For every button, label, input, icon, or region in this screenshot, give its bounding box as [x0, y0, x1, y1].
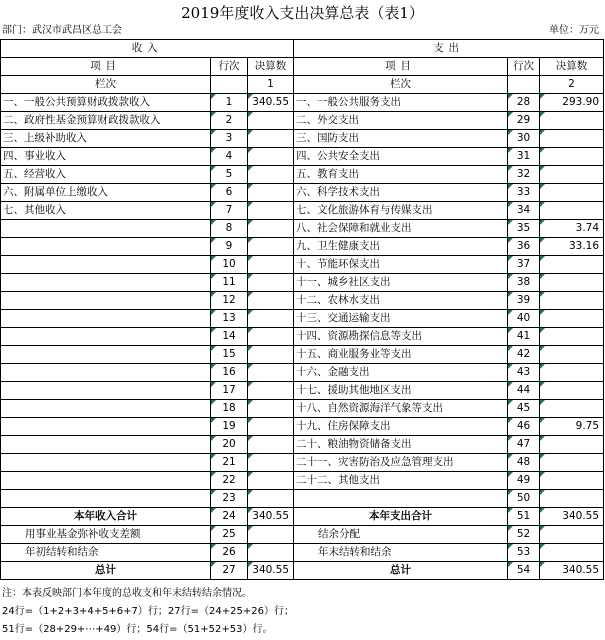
expenditure-item-name: 十、节能环保支出	[294, 256, 508, 274]
expenditure-item-name: 五、教育支出	[294, 166, 508, 184]
income-line-number: 4	[211, 148, 248, 166]
expenditure-item-name: 十四、资源勘探信息等支出	[294, 328, 508, 346]
expenditure-item-name: 二十一、灾害防治及应急管理支出	[294, 454, 508, 472]
income-amount	[248, 220, 294, 238]
page-title: 2019年度收入支出决算总表（表1）	[181, 4, 424, 22]
expenditure-amount	[540, 382, 604, 400]
table-row	[1, 274, 604, 292]
expenditure-line-number: 54	[508, 562, 540, 580]
expenditure-amount	[540, 310, 604, 328]
expenditure-column-line-blank	[508, 76, 540, 94]
expenditure-item-name: 总计	[294, 562, 508, 580]
expenditure-item-name: 十八、自然资源海洋气象等支出	[294, 400, 508, 418]
expenditure-column-number: 2	[540, 76, 604, 94]
expenditure-line-number: 28	[508, 94, 540, 112]
income-amount	[248, 202, 294, 220]
table-row	[1, 292, 604, 310]
expenditure-amount: 9.75	[540, 418, 604, 436]
table-row	[1, 418, 604, 436]
expenditure-item-name: 四、公共安全支出	[294, 148, 508, 166]
expenditure-item-name: 十五、商业服务业等支出	[294, 346, 508, 364]
note-line: 注：本表反映部门本年度的总收支和年末结转结余情况。	[2, 588, 252, 599]
expenditure-amount	[540, 184, 604, 202]
income-amount	[248, 382, 294, 400]
income-line-number: 15	[211, 346, 248, 364]
table-row	[1, 310, 604, 328]
income-item-name: 本年收入合计	[1, 508, 211, 526]
expenditure-item-name: 结余分配	[294, 526, 508, 544]
expenditure-item-name: 十七、援助其他地区支出	[294, 382, 508, 400]
table-row	[1, 202, 604, 220]
expenditure-amount	[540, 328, 604, 346]
expenditure-item-name: 七、文化旅游体育与传媒支出	[294, 202, 508, 220]
expenditure-amount	[540, 364, 604, 382]
income-line-number: 6	[211, 184, 248, 202]
expenditure-amount	[540, 274, 604, 292]
income-amount	[248, 328, 294, 346]
expenditure-item-name: 三、国防支出	[294, 130, 508, 148]
expenditure-amount	[540, 472, 604, 490]
expenditure-amount	[540, 112, 604, 130]
expenditure-amount	[540, 256, 604, 274]
income-item-name	[1, 472, 211, 490]
expenditure-item-name: 十二、农林水支出	[294, 292, 508, 310]
expenditure-amount	[540, 148, 604, 166]
income-line-number: 19	[211, 418, 248, 436]
income-line-number: 12	[211, 292, 248, 310]
income-line-number: 2	[211, 112, 248, 130]
income-item-name	[1, 328, 211, 346]
income-line-number: 20	[211, 436, 248, 454]
table-row	[1, 220, 604, 238]
expenditure-item-name: 二十、粮油物资储备支出	[294, 436, 508, 454]
income-expenditure-table	[0, 39, 604, 580]
expenditure-line-number: 52	[508, 526, 540, 544]
expenditure-item-name: 本年支出合计	[294, 508, 508, 526]
expenditure-item-name: 一、一般公共服务支出	[294, 94, 508, 112]
expenditure-amount	[540, 490, 604, 508]
expenditure-line-number: 40	[508, 310, 540, 328]
income-amount	[248, 436, 294, 454]
expenditure-amount	[540, 436, 604, 454]
income-item-name	[1, 220, 211, 238]
table-row	[1, 112, 604, 130]
expenditure-line-number: 50	[508, 490, 540, 508]
expenditure-line-number: 39	[508, 292, 540, 310]
expenditure-line-number: 36	[508, 238, 540, 256]
expenditure-amount: 340.55	[540, 508, 604, 526]
income-line-number: 24	[211, 508, 248, 526]
income-line-number: 8	[211, 220, 248, 238]
expenditure-amount	[540, 166, 604, 184]
expenditure-line-number: 44	[508, 382, 540, 400]
expenditure-line-number: 31	[508, 148, 540, 166]
income-item-name	[1, 400, 211, 418]
table-row	[1, 436, 604, 454]
expenditure-amount: 340.55	[540, 562, 604, 580]
expenditure-line-number: 33	[508, 184, 540, 202]
expenditure-line-number: 35	[508, 220, 540, 238]
table-row	[1, 184, 604, 202]
table-row	[1, 328, 604, 346]
income-amount	[248, 292, 294, 310]
income-line-number: 13	[211, 310, 248, 328]
income-amount	[248, 184, 294, 202]
department-label: 部门：武汉市武昌区总工会	[2, 25, 122, 36]
expenditure-amount	[540, 346, 604, 364]
table-row	[1, 544, 604, 562]
expenditure-line-number: 46	[508, 418, 540, 436]
table-row	[1, 94, 604, 112]
income-line-number: 14	[211, 328, 248, 346]
income-line-number: 3	[211, 130, 248, 148]
table-row	[1, 472, 604, 490]
expenditure-amount	[540, 400, 604, 418]
expenditure-line-header: 行次	[508, 58, 540, 76]
expenditure-amount	[540, 130, 604, 148]
expenditure-amount	[540, 454, 604, 472]
income-column-line-blank	[211, 76, 248, 94]
table-row	[1, 256, 604, 274]
income-line-number: 16	[211, 364, 248, 382]
expenditure-item-name: 十六、金融支出	[294, 364, 508, 382]
expenditure-item-header: 项目	[294, 58, 508, 76]
income-amount	[248, 256, 294, 274]
expenditure-line-number: 41	[508, 328, 540, 346]
income-amount	[248, 148, 294, 166]
income-item-name	[1, 256, 211, 274]
income-item-name	[1, 292, 211, 310]
income-amount	[248, 364, 294, 382]
income-line-number: 25	[211, 526, 248, 544]
expenditure-line-number: 49	[508, 472, 540, 490]
income-item-name: 五、经营收入	[1, 166, 211, 184]
income-amount	[248, 526, 294, 544]
total-row	[1, 562, 604, 580]
income-line-number: 17	[211, 382, 248, 400]
expenditure-amount-header: 决算数	[540, 58, 604, 76]
income-amount	[248, 418, 294, 436]
income-amount	[248, 112, 294, 130]
column-number-row	[1, 76, 604, 94]
income-item-name: 六、附属单位上缴收入	[1, 184, 211, 202]
table-row	[1, 364, 604, 382]
income-amount	[248, 274, 294, 292]
table-row	[1, 526, 604, 544]
expenditure-line-number: 34	[508, 202, 540, 220]
table-row	[1, 238, 604, 256]
income-line-number: 10	[211, 256, 248, 274]
expenditure-item-name: 年末结转和结余	[294, 544, 508, 562]
expenditure-line-number: 30	[508, 130, 540, 148]
expenditure-amount	[540, 544, 604, 562]
expenditure-amount: 293.90	[540, 94, 604, 112]
income-amount	[248, 400, 294, 418]
income-item-name: 年初结转和结余	[1, 544, 211, 562]
notes-block	[2, 585, 294, 639]
income-item-name	[1, 274, 211, 292]
expenditure-line-number: 48	[508, 454, 540, 472]
column-header-row	[1, 58, 604, 76]
expenditure-amount	[540, 292, 604, 310]
expenditure-item-name: 十九、住房保障支出	[294, 418, 508, 436]
income-amount: 340.55	[248, 508, 294, 526]
expenditure-amount	[540, 526, 604, 544]
income-column-label: 栏次	[1, 76, 211, 94]
income-item-name	[1, 364, 211, 382]
income-amount	[248, 310, 294, 328]
section-header-row	[1, 40, 604, 58]
income-item-name	[1, 490, 211, 508]
table-row	[1, 130, 604, 148]
income-item-name	[1, 238, 211, 256]
income-amount	[248, 238, 294, 256]
table-row	[1, 166, 604, 184]
expenditure-item-name: 二十二、其他支出	[294, 472, 508, 490]
income-item-name	[1, 310, 211, 328]
income-item-name: 三、上级补助收入	[1, 130, 211, 148]
expenditure-line-number: 53	[508, 544, 540, 562]
income-item-name	[1, 382, 211, 400]
expenditure-column-label: 栏次	[294, 76, 508, 94]
expenditure-amount	[540, 202, 604, 220]
income-item-name	[1, 346, 211, 364]
income-amount-header: 决算数	[248, 58, 294, 76]
income-item-name	[1, 418, 211, 436]
income-line-number: 21	[211, 454, 248, 472]
table-row	[1, 382, 604, 400]
expenditure-line-number: 43	[508, 364, 540, 382]
income-item-header: 项目	[1, 58, 211, 76]
income-line-number: 23	[211, 490, 248, 508]
income-amount	[248, 166, 294, 184]
expenditure-item-name: 十三、交通运输支出	[294, 310, 508, 328]
note-line: 24行=（1+2+3+4+5+6+7）行；27行=（24+25+26）行；	[2, 606, 294, 617]
expenditure-item-name: 九、卫生健康支出	[294, 238, 508, 256]
income-line-number: 11	[211, 274, 248, 292]
note-line: 51行=（28+29+⋯+49）行；54行=（51+52+53）行。	[2, 624, 273, 635]
expenditure-line-number: 45	[508, 400, 540, 418]
table-row	[1, 400, 604, 418]
income-amount	[248, 472, 294, 490]
expenditure-item-name	[294, 490, 508, 508]
income-amount	[248, 490, 294, 508]
table-row	[1, 490, 604, 508]
income-item-name: 用事业基金弥补收支差额	[1, 526, 211, 544]
income-amount: 340.55	[248, 94, 294, 112]
expenditure-line-number: 37	[508, 256, 540, 274]
expenditure-amount: 3.74	[540, 220, 604, 238]
expenditure-line-number: 42	[508, 346, 540, 364]
expenditure-item-name: 八、社会保障和就业支出	[294, 220, 508, 238]
income-item-name	[1, 454, 211, 472]
table-row	[1, 454, 604, 472]
income-item-name: 二、政府性基金预算财政拨款收入	[1, 112, 211, 130]
income-item-name: 七、其他收入	[1, 202, 211, 220]
income-line-number: 5	[211, 166, 248, 184]
income-amount	[248, 454, 294, 472]
expenditure-item-name: 二、外交支出	[294, 112, 508, 130]
income-line-number: 1	[211, 94, 248, 112]
income-line-header: 行次	[211, 58, 248, 76]
expenditure-item-name: 六、科学技术支出	[294, 184, 508, 202]
income-item-name: 总计	[1, 562, 211, 580]
income-amount	[248, 544, 294, 562]
income-amount	[248, 346, 294, 364]
income-line-number: 27	[211, 562, 248, 580]
expenditure-line-number: 47	[508, 436, 540, 454]
table-row	[1, 148, 604, 166]
income-line-number: 9	[211, 238, 248, 256]
income-item-name	[1, 436, 211, 454]
expenditure-line-number: 51	[508, 508, 540, 526]
table-row	[1, 346, 604, 364]
expenditure-line-number: 38	[508, 274, 540, 292]
income-line-number: 26	[211, 544, 248, 562]
expenditure-section-header: 支出	[294, 40, 604, 58]
income-column-number: 1	[248, 76, 294, 94]
income-line-number: 22	[211, 472, 248, 490]
income-line-number: 18	[211, 400, 248, 418]
total-row	[1, 508, 604, 526]
income-amount	[248, 130, 294, 148]
income-amount: 340.55	[248, 562, 294, 580]
unit-label: 单位：万元	[549, 25, 599, 36]
income-line-number: 7	[211, 202, 248, 220]
expenditure-amount: 33.16	[540, 238, 604, 256]
expenditure-line-number: 29	[508, 112, 540, 130]
income-item-name: 四、事业收入	[1, 148, 211, 166]
income-section-header: 收入	[1, 40, 294, 58]
expenditure-line-number: 32	[508, 166, 540, 184]
expenditure-item-name: 十一、城乡社区支出	[294, 274, 508, 292]
income-item-name: 一、一般公共预算财政拨款收入	[1, 94, 211, 112]
